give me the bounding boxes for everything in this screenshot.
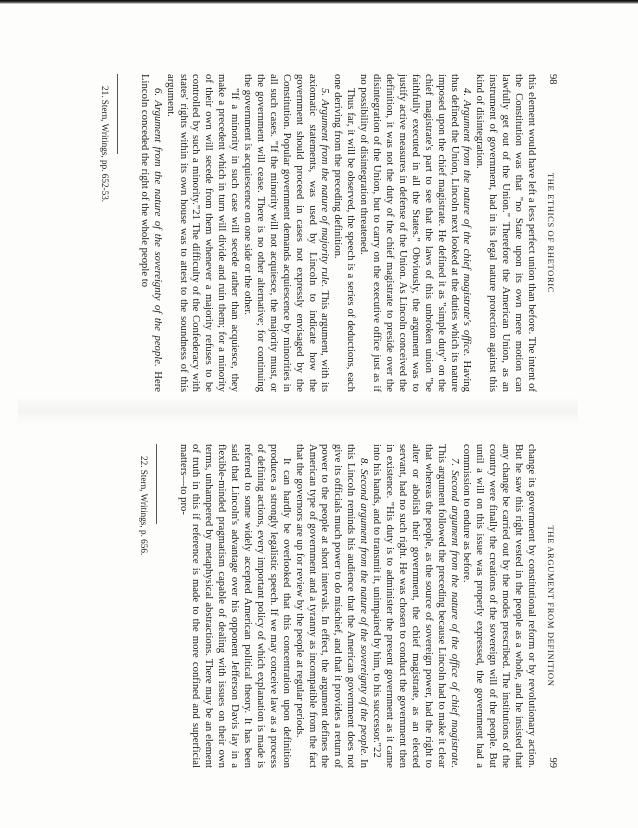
paragraph: 4. Argument from the nature of the chief magistrate's office. Having thus defined the Union, Lincoln next looked at the duties which its nature imposed upon the chief magistrate. He defined it as "simple duty" on the chief magistrate's part to see that the laws of this unbroken union "be faithfully executed in all the States." Obviously, the argument was to justify active measures in defense of the Union. As Lincoln conceived the definition, it was not the duty of the chief magistrate to preside over the disintegration of the Union, but to carry on the executive office just as if no possibility of disintegration threatened.	[358, 74, 474, 392]
right-running-head	[538, 444, 558, 768]
paragraph: 5. Argument from the nature of majority rule. This argument, with its axiomatic statements, was used by Lincoln to indicate how the government should proceed in cases not expressly envisaged by the Constitution. Popular government demands acquiescence by minorities in all such cases. "If the minority will not acquiesce, the majority must, or the government will cease. There is no other alternative; for continuing the government is acquiescence on one side or the other.	[242, 74, 332, 392]
footnote-rule	[117, 74, 118, 154]
right-running-title: THE ARGUMENT FROM DEFINITION	[546, 525, 556, 687]
paragraph: 8. Second argument from the nature of the sovereignty of the people. In this Lincoln reminds his audience that the American government does not give its officials much power to do mischief, and that it provides a return of power to the people at short intervals. In effect, the argument defines the American type of government and a tyranny as incompatible from the fact that the governors are up for review by the people at regular periods.	[293, 444, 371, 768]
right-page	[0, 414, 638, 828]
right-footnote: 22. Stern, Writings, p. 656.	[138, 456, 149, 556]
paragraph: It can hardly be overlooked that this concentration upon definition produces a strongly legalistic speech. If we may conceive law as a process of defining actions, every important policy of which explanation is made is referred to some widely accepted American political theory. It has been said that Lincoln's advantage over his opponent Jefferson Davis lay in a flexible-minded pragmatism capable of dealing with issues on their own terms, unhampered by metaphysical abstractions. There may be an element of truth in this if reference is made to the more confined and superficial matters—to pro-	[177, 444, 293, 768]
right-page-number: 99	[547, 757, 558, 768]
paragraph: change its government by constitutional reform or by revolutionary action. But he saw this right vested in the people as a whole, and he insisted that any change be carried out by the modes prescribed. The institutions of the country were finally the creations of the sovereign will of the people. But until a will on this issue was properly expressed, the government had a commission to endure as before.	[461, 444, 538, 768]
paragraph: this element would have left a less perfect union than before. The intent of the Constitution was that "no State upon its own mere motion can lawfully get out of the Union." Therefore the American Union, as an instrument of government, had in its legal nature protection against this kind of disintegration.	[474, 74, 538, 392]
left-running-title: THE ETHICS OF RHETORIC	[546, 172, 556, 294]
paragraph: 7. Second argument from the nature of the office of chief magistrate. This argument followed the preceding because Lincoln had to make it clear that whereas the people, as the source of sovereign power, had the right to alter or abolish their government, the chief magistrate, as an elected servant, had no such right. He was chosen to conduct the government then in existence. "His duty is to administer the present government as it came into his hands, and to transmit it, unimpaired by him, to his successor."22	[371, 444, 461, 768]
right-body	[177, 444, 538, 768]
left-footnote: 21. Stern, Writings, pp. 652-53.	[99, 86, 110, 203]
left-running-head	[538, 74, 558, 392]
left-page-number: 98	[547, 74, 558, 85]
paragraph: "If a minority in such case will secede rather than acquiesce, they make a precedent which in turn will divide and ruin them; for a minority of their own will secede from them whenever a majority refuses to be controlled by such a minority."21 The difficulty of the Confederacy with states' rights within its own house was to attest to the soundness of this argument.	[164, 74, 242, 392]
footnote-rule	[156, 444, 157, 524]
paragraph: 6. Argument from the nature of the sovereignty of the people. Here Lincoln conceded the right of the whole people to	[138, 74, 164, 392]
left-body	[138, 74, 538, 392]
paragraph: Thus far, it will be observed, the speech is a series of deductions, each one deriving from the preceding definition.	[332, 74, 358, 392]
